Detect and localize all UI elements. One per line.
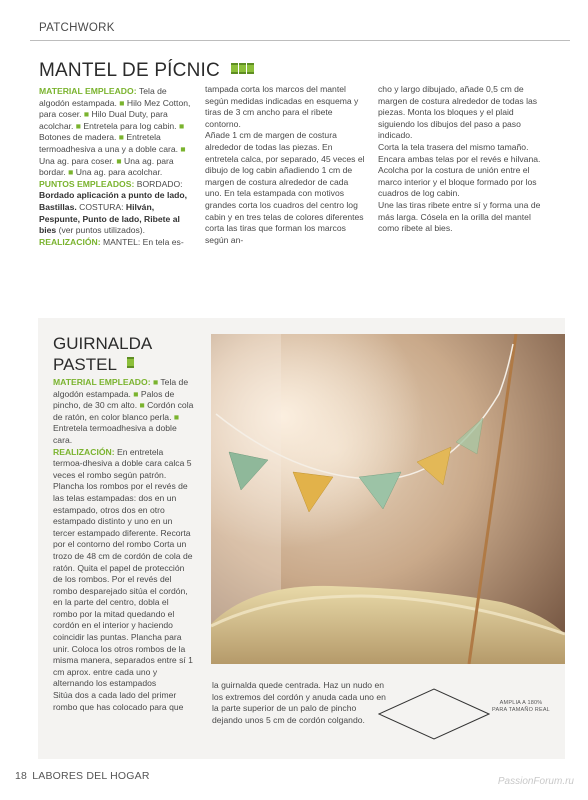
magazine-name: LABORES DEL HOGAR bbox=[32, 770, 150, 782]
section-heading: PUNTOS EMPLEADOS: bbox=[39, 178, 137, 189]
text-run: (ver puntos utilizados). bbox=[58, 225, 146, 236]
rhombus-pattern bbox=[378, 688, 490, 740]
text-run: Tela de algodón estampada. bbox=[39, 86, 167, 108]
text-run: Bordado aplicación a punto de lado, Bastillas. bbox=[39, 190, 188, 212]
article2-title-line2: PASTEL bbox=[53, 355, 117, 374]
text-run: Palos de pincho, de 30 cm alto. bbox=[53, 388, 175, 411]
text-run: Entretela termoadhesiva a una y a doble cara. bbox=[39, 132, 181, 154]
text-run: Tela de algodón estampada. bbox=[53, 377, 189, 399]
bullet-icon: ■ bbox=[178, 120, 185, 131]
text-run: Una ag. para bordar. bbox=[39, 155, 174, 178]
section-label: PATCHWORK bbox=[39, 22, 115, 34]
top-rule bbox=[30, 40, 570, 41]
text-run: Entretela para log cabin. bbox=[83, 120, 179, 131]
bullet-icon: ■ bbox=[83, 109, 92, 120]
article1-title-text: MANTEL DE PÍCNIC bbox=[39, 60, 220, 81]
text-run: Una ag. para acolchar. bbox=[75, 167, 163, 178]
bullet-icon: ■ bbox=[68, 167, 76, 178]
article1-title bbox=[39, 58, 255, 82]
text-run: MANTEL: En tela es- bbox=[102, 236, 184, 247]
bullet-icon: ■ bbox=[152, 377, 161, 387]
bullet-icon: ■ bbox=[139, 400, 148, 411]
paragraph bbox=[53, 447, 195, 714]
scale-note: AMPLIA A 180% PARA TAMAÑO REAL bbox=[492, 700, 550, 713]
section-heading: REALIZACIÓN: bbox=[53, 446, 117, 457]
paragraph bbox=[39, 237, 195, 249]
bunting-photo bbox=[211, 334, 565, 664]
article2-title-line1: GUIRNALDA bbox=[53, 334, 153, 353]
thread-spool-icon bbox=[231, 58, 255, 80]
bullet-icon: ■ bbox=[180, 143, 186, 154]
text-run: Botones de madera. bbox=[39, 132, 119, 143]
text-run: Hilo Dual Duty, para acolchar. bbox=[39, 109, 168, 131]
bullet-icon: ■ bbox=[118, 132, 127, 143]
bullet-icon: ■ bbox=[75, 120, 84, 131]
article2-caption: la guirnalda quede centrada. Haz un nudo en los extremos del cordón y anuda cada uno en la parte superior de un palo de pincho dejando unos 5 cm de cordón colgando. bbox=[212, 680, 386, 725]
article1-column-1 bbox=[39, 86, 195, 248]
text-run: BORDADO: bbox=[136, 178, 183, 189]
footer bbox=[15, 770, 150, 782]
paragraph bbox=[39, 86, 195, 179]
section-heading: MATERIAL EMPLEADO: bbox=[53, 377, 153, 387]
watermark: PassionForum.ru bbox=[497, 776, 574, 787]
text-run: Una ag. para coser. bbox=[39, 155, 117, 166]
text-run: Entretela termoadhesiva a doble cara. bbox=[53, 423, 177, 445]
article1-column-3: cho y largo dibujado, añade 0,5 cm de margen de costura alrededor de todas las piezas. Monta los bloques y el plaid siguiendo los dibujos del paso a paso indicado. Corta la tela trasera del mismo tamaño. Encara ambas telas por el revés e hilvana. Acolcha por la costura de unión entre el marco interior y el bloque formado por los cuadros de log cabin. Une las tiras ribete entre sí y forma una de más larga. Cósela en la orilla del mantel como ribete al bies. bbox=[378, 84, 541, 234]
section-heading: REALIZACIÓN: bbox=[39, 236, 103, 247]
article1-column-2: tampada corta los marcos del mantel según medidas indicadas en esquema y tiras de 3 cm ancho para el ribete contorno. Añade 1 cm de margen de costura alrededor de todas las piezas. En entretela calca, por separado, 45 veces el dibujo de log cabin añadiendo 1 cm de margen de costura alrededor de cada uno. En tela estampada con motivos grandes corta los cuadros del centro log cabin y en tres telas de colores diferentes corta las tiras que forman los marcos según an- bbox=[205, 84, 365, 245]
section-heading: MATERIAL EMPLEADO: bbox=[39, 86, 139, 96]
article2-column bbox=[53, 377, 195, 713]
paragraph bbox=[53, 377, 195, 447]
text-run: Hilo Mez Cotton, para coser. bbox=[39, 97, 191, 120]
article2-title bbox=[53, 334, 152, 374]
text-run: Hilván, Pespunte, Punto de lado, Ribete al bies bbox=[39, 201, 180, 236]
bullet-icon: ■ bbox=[116, 155, 124, 166]
thread-spool-icon bbox=[127, 353, 135, 372]
bullet-icon: ■ bbox=[119, 97, 127, 108]
text-run: COSTURA: bbox=[79, 201, 126, 212]
text-run: En entretela termoa-dhesiva a doble cara calca 5 veces el rombo según patrón. Plancha los rombos por el revés de las telas estampadas: dos en un estampado, otros dos en otro estampado distinto y uno en un tercer estampado diferente. Recorta por el contorno del rombo Corta un trozo de 48 cm de cordón de cola de ratón. Quita el papel de protección de los rombos. Por el revés del rombo desparejado sitúa el cordón, en la parte del centro, dobla el rombo por la mitad quedando el cordón en el interior y haciendo coincidir las puntas. Plancha para unir. Coloca los otros rombos de la misma manera, separados entre sí 1 cm aprox. entre cada uno y alternando los estampados Sitúa dos a cada lado del primer rombo que has colocado para que bbox=[53, 446, 193, 712]
text-run: Cordón cola de ratón, en color blanco perla. bbox=[53, 400, 194, 422]
page-number: 18 bbox=[15, 770, 28, 782]
bullet-icon: ■ bbox=[173, 411, 180, 422]
paragraph bbox=[39, 179, 195, 237]
bullet-icon: ■ bbox=[133, 388, 141, 399]
